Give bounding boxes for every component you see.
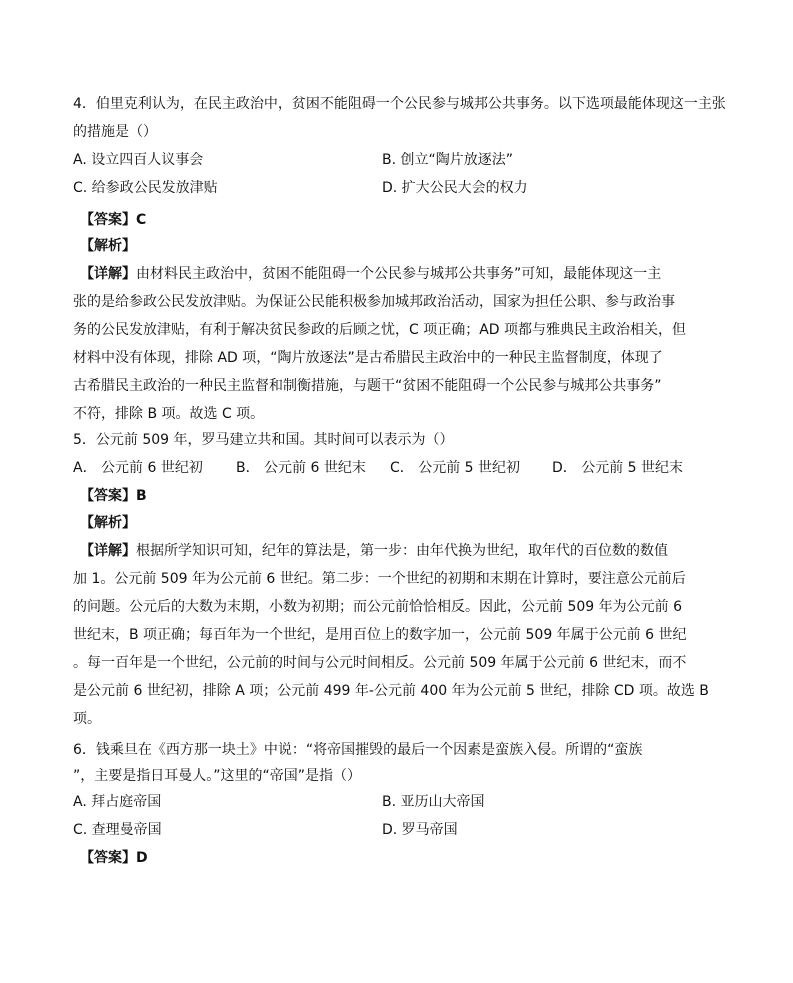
q4-option-a: A. 设立四百人议事会 xyxy=(73,152,204,168)
q4-detail-line5: 古希腊民主政治的一种民主监督和制衡措施，与题干“贫困不能阻碍一个公民参与城邦公共事务” xyxy=(73,378,662,394)
q5-answer xyxy=(80,486,147,506)
q5-option-a: A． 公元前 6 世纪初 xyxy=(73,460,203,476)
q6-option-b: B. 亚历山大帝国 xyxy=(382,794,485,810)
q5-detail-line4: 世纪末，B 项正确；每百年为一个世纪，是用百位上的数字加一，公元前 509 年属于公元前 6 世纪 xyxy=(73,627,687,643)
q4-detail-line2: 张的是给参政公民发放津贴。为保证公民能积极参加城邦政治活动，国家为担任公职、参与政治事 xyxy=(73,294,675,310)
q6-option-a: A. 拜占庭帝国 xyxy=(73,794,162,810)
q4-detail-line6: 不符，排除 B 项。故选 C 项。 xyxy=(73,406,265,422)
q6-answer xyxy=(80,848,148,868)
q4-option-c: C. 给参政公民发放津贴 xyxy=(73,180,218,196)
answer-label: 【答案】 xyxy=(80,488,136,504)
q6-stem-line1: 6．钱乘旦在《西方那一块土》中说：“将帝国摧毁的最后一个因素是蛮族入侵。所谓的“蛮族 xyxy=(73,742,643,758)
detail-label: 【详解】 xyxy=(80,543,136,559)
q5-option-d: D． 公元前 5 世纪末 xyxy=(552,460,684,476)
q5-detail-line2: 加 1。公元前 509 年为公元前 6 世纪。第二步：一个世纪的初期和末期在计算时，要注意公元前后 xyxy=(73,571,686,587)
q4-detail-line3: 务的公民发放津贴，有利于解决贫民参政的后顾之忧，C 项正确；AD 项都与雅典民主政治相关，但 xyxy=(73,322,687,338)
q4-option-b: B. 创立“陶片放逐法” xyxy=(382,152,514,168)
answer-value: C xyxy=(136,212,147,228)
q5-analysis-label: 【解析】 xyxy=(80,515,136,531)
q5-detail-line1: 【详解】根据所学知识可知，纪年的算法是，第一步：由年代换为世纪，取年代的百位数的数值 xyxy=(80,543,668,559)
q4-option-d: D. 扩大公民大会的权力 xyxy=(382,180,528,196)
q4-answer xyxy=(80,210,146,230)
q6-stem-line2: ”，主要是指日耳曼人。”这里的“帝国”是指（） xyxy=(73,768,362,784)
q5-option-c: C． 公元前 5 世纪初 xyxy=(390,460,521,476)
q5-option-b: B． 公元前 6 世纪末 xyxy=(236,460,366,476)
q5-stem: 5．公元前 509 年，罗马建立共和国。其时间可以表示为（） xyxy=(73,432,454,448)
detail-label: 【详解】 xyxy=(80,266,136,282)
q4-stem-line1: 4．伯里克利认为，在民主政治中，贫困不能阻碍一个公民参与城邦公共事务。以下选项最能体现这一主张 xyxy=(73,96,726,112)
q5-detail-line6: 是公元前 6 世纪初，排除 A 项；公元前 499 年-公元前 400 年为公元前 5 世纪，排除 CD 项。故选 B xyxy=(73,683,709,699)
q4-analysis-label: 【解析】 xyxy=(80,238,136,254)
answer-value: D xyxy=(136,850,148,866)
q5-detail-line3: 的问题。公元后的大数为末期，小数为初期；而公元前恰恰相反。因此，公元前 509 年为公元前 6 xyxy=(73,599,682,615)
q4-stem-line2: 的措施是（） xyxy=(73,124,157,140)
answer-label: 【答案】 xyxy=(80,850,136,866)
q4-detail-line4: 材料中没有体现，排除 AD 项，“陶片放逐法”是古希腊民主政治中的一种民主监督制度，体现了 xyxy=(73,350,663,366)
answer-value: B xyxy=(136,488,147,504)
answer-label: 【答案】 xyxy=(80,212,136,228)
q4-detail-line1: 【详解】由材料民主政治中，贫困不能阻碍一个公民参与城邦公共事务”可知，最能体现这一主 xyxy=(80,266,662,282)
q6-option-c: C. 查理曼帝国 xyxy=(73,822,162,838)
q5-detail-line7: 项。 xyxy=(73,711,101,727)
q6-option-d: D. 罗马帝国 xyxy=(382,822,458,838)
q5-detail-line5: 。每一百年是一个世纪，公元前的时间与公元时间相反。公元前 509 年属于公元前 6 世纪末，而不 xyxy=(73,655,687,671)
